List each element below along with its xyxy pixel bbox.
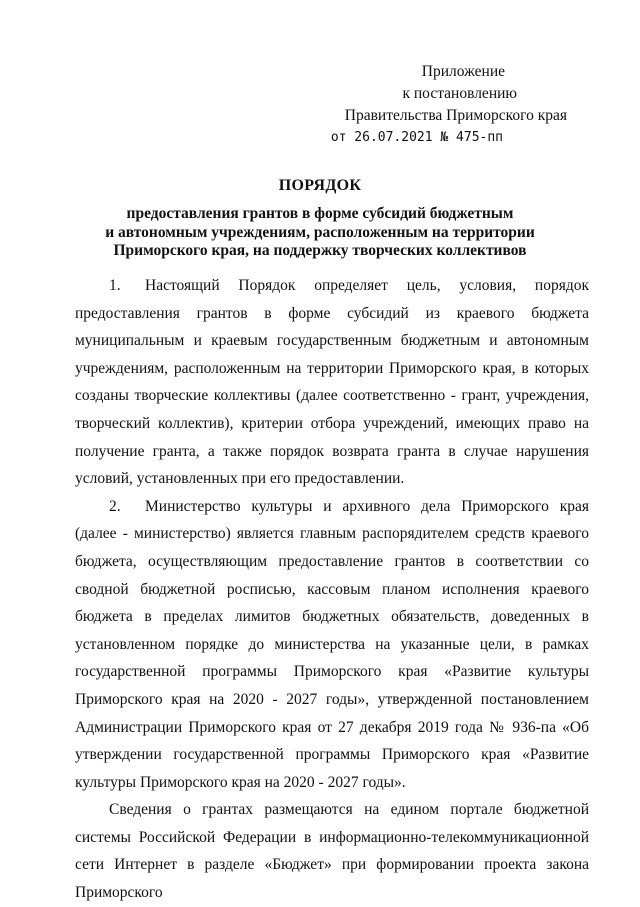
paragraph-3 — [75, 796, 589, 906]
paragraph-text: Министерство культуры и архивного дела Приморского края (далее - министерство) является главным распорядителем средств краевого бюджета, осуществляющим предоставление грантов в соответствии со сводной бюджетной росписью, кассовым планом исполнения краевого бюджета в пределах лимитов бюджетных обязательств, доведенных в установленном порядке до министерства на указанные цели, в рамках государственной программы Приморского края «Развитие культуры Приморского края на 2020 - 2027 годы», утвержденной постановлением Администрации Приморского края от 27 декабря 2019 года № 936-па «Об утверждении государственной программы Приморского края «Развитие культуры Приморского края на 2020 - 2027 годы». — [75, 497, 589, 791]
document-body — [75, 272, 589, 907]
subtitle-line: Приморского края, на поддержку творческих коллективов — [113, 242, 527, 259]
paragraph-2 — [75, 493, 589, 797]
paragraph-text: Настоящий Порядок определяет цель, условия, порядок предоставления грантов в форме субсидий из краевого бюджета муниципальным и краевым государственным бюджетным и автономным учреждениям, расположенным на территории Приморского края, в которых созданы творческие коллективы (далее соответственно - грант, учреждения, творческий коллектив), критерии отбора учреждений, имеющих право на получение гранта, а также порядок возврата гранта в случае нарушения условий, установленных при его предоставлении. — [75, 277, 589, 488]
paragraph-number: 2. — [109, 497, 121, 515]
document-title: ПОРЯДОК — [278, 177, 362, 194]
subtitle-line: предоставления грантов в форме субсидий бюджетным — [126, 205, 514, 222]
appendix-date-number: от 26.07.2021 № 475-пп — [330, 130, 503, 145]
appendix-block — [307, 61, 567, 149]
appendix-label: Приложение — [421, 63, 505, 80]
appendix-issuer: Правительства Приморского края — [344, 107, 567, 124]
paragraph-text: Сведения о грантах размещаются на едином портале бюджетной системы Российской Федерации в информационно-телекоммуникационной сети Интернет в разделе «Бюджет» при формировании проекта закона Приморского — [75, 801, 589, 902]
document-subtitle — [0, 205, 640, 261]
appendix-reference: к постановлению — [402, 85, 517, 102]
paragraph-number: 1. — [109, 277, 121, 294]
subtitle-line: и автономным учреждениям, расположенным на территории — [105, 223, 535, 241]
paragraph-1 — [75, 272, 589, 493]
